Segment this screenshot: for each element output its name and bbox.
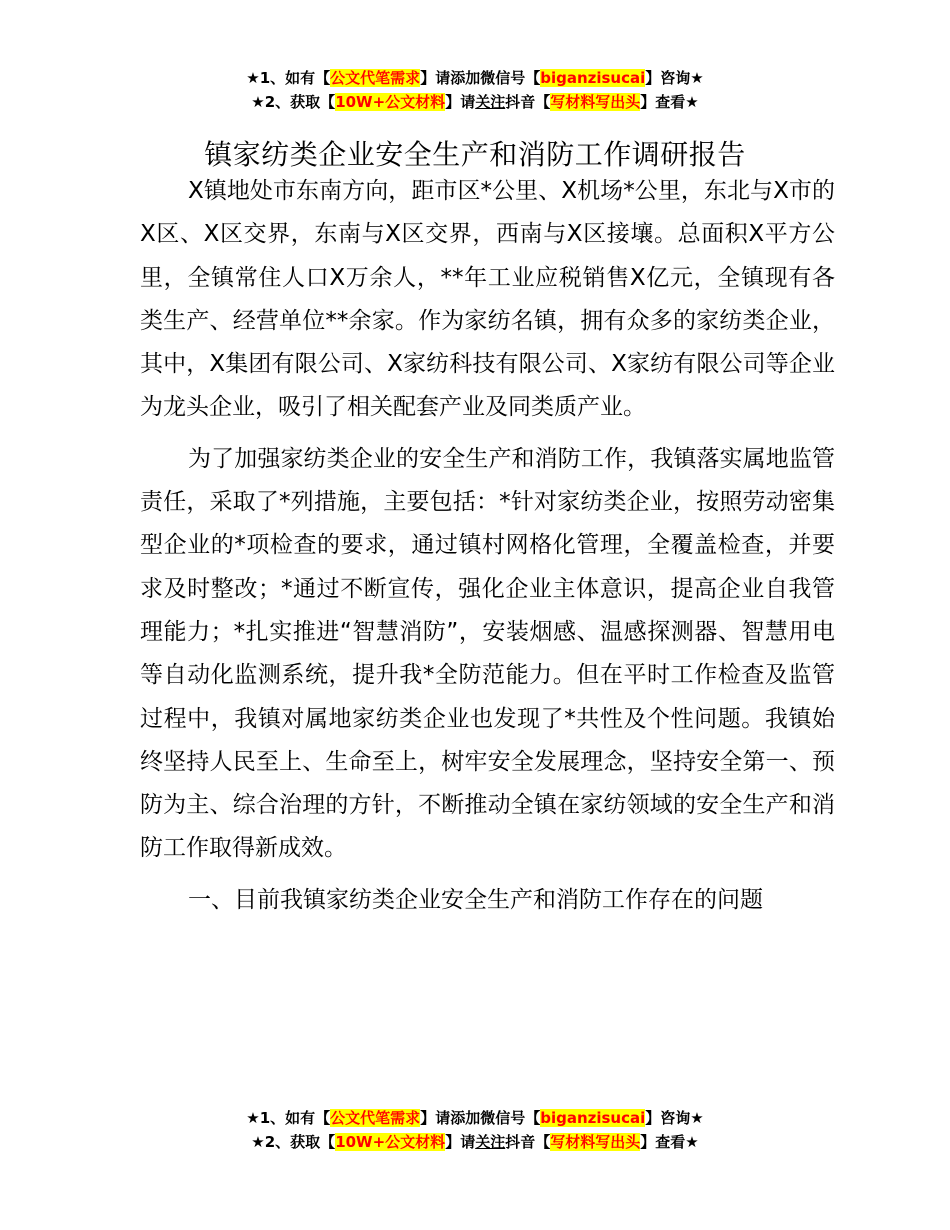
footer-notice-line-2 [0,1130,950,1154]
notice-underlined-text: 关注 [475,1133,506,1151]
notice-text: 】请添加微信号【 [420,69,541,87]
notice-text: 】请 [445,93,476,111]
footer-notice [0,1106,950,1154]
header-notice-line-2 [0,90,950,114]
highlight-materials: 10W+公文材料 [335,93,446,111]
highlight-douyin-account: 写材料写出头 [550,93,641,111]
notice-text: 】咨询★ [645,1109,704,1127]
highlight-materials: 10W+公文材料 [335,1133,446,1151]
highlight-service: 公文代笔需求 [330,69,421,87]
footer-notice-line-1 [0,1106,950,1130]
notice-text: ★1、如有【 [246,69,331,87]
paragraph-overview: X镇地处市东南方向，距市区*公里、X机场*公里，东北与X市的X区、X区交界，东南与X区交界，西南与X区接壤。总面积X平方公里，全镇常住人口X万余人，**年工业应税销售X亿元，全镇现有各类生产、经营单位**余家。作为家纺名镇，拥有众多的家纺类企业，其中，X集团有限公司、X家纺科技有限公司、X家纺有限公司等企业为龙头企业，吸引了相关配套产业及同类质产业。 [140,178,835,421]
notice-text: ★2、获取【 [251,93,336,111]
highlight-service: 公文代笔需求 [330,1109,421,1127]
highlight-wechat-id: biganzisucai [540,69,646,87]
notice-text: 抖音【 [505,93,551,111]
notice-text: 】请添加微信号【 [420,1109,541,1127]
highlight-douyin-account: 写材料写出头 [550,1133,641,1151]
notice-underlined-text: 关注 [475,93,506,111]
notice-text: ★2、获取【 [251,1133,336,1151]
paragraph-measures: 为了加强家纺类企业的安全生产和消防工作，我镇落实属地监管责任，采取了*列措施，主要包括：*针对家纺类企业，按照劳动密集型企业的*项检查的要求，通过镇村网格化管理，全覆盖检查，并要求及时整改；*通过不断宣传，强化企业主体意识，提高企业自我管理能力；*扎实推进“智慧消防”，安装烟感、温感探测器、智慧用电等自动化监测系统，提升我*全防范能力。但在平时工作检查及监管过程中，我镇对属地家纺类企业也发现了*共性及个性问题。我镇始终坚持人民至上、生命至上，树牢安全发展理念，坚持安全第一、预防为主、综合治理的方针，不断推动全镇在家纺领域的安全生产和消防工作取得新成效。 [140,445,835,862]
document-title: 镇家纺类企业安全生产和消防工作调研报告 [204,137,746,171]
notice-text: ★1、如有【 [246,1109,331,1127]
section-heading: 一、目前我镇家纺类企业安全生产和消防工作存在的问题 [188,886,763,913]
document-body [140,170,835,930]
notice-text: 】请 [445,1133,476,1151]
notice-text: 】查看★ [640,93,699,111]
highlight-wechat-id: biganzisucai [540,1109,646,1127]
header-notice-line-1 [0,66,950,90]
header-notice [0,66,950,114]
notice-text: 抖音【 [505,1133,551,1151]
notice-text: 】咨询★ [645,69,704,87]
notice-text: 】查看★ [640,1133,699,1151]
